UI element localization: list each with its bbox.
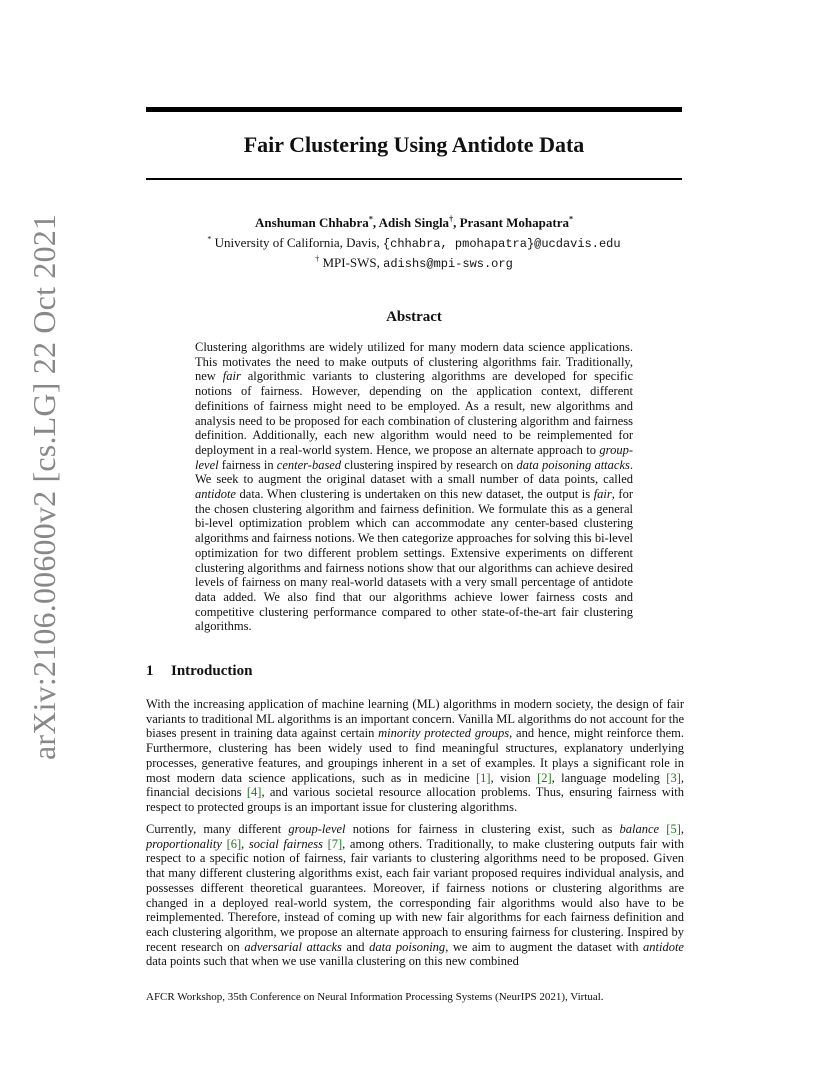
affiliation-institution: University of California, Davis, [214,235,380,250]
citation-link[interactable]: [3] [666,770,681,785]
affiliation-institution: MPI-SWS, [322,255,380,270]
italic-text: group-level [195,442,633,472]
title-bottom-rule [146,178,682,180]
arxiv-identifier: arXiv:2106.00600v2 [cs.LG] 22 Oct 2021 [26,213,62,760]
affiliation-email: adishs@mpi-sws.org [383,257,513,271]
italic-text: balance [619,822,660,836]
citation-link[interactable]: [6] [226,836,242,851]
affiliation-mark: † [315,254,320,264]
italic-text: antidote [195,487,236,502]
author-name: Prasant Mohapatra [459,215,569,230]
author-name: Anshuman Chhabra [255,215,369,230]
italic-text: fair [593,487,612,502]
section-heading [146,661,682,681]
author-mark: † [449,214,454,224]
author-name: Adish Singla [378,215,450,230]
italic-text: adversarial attacks [244,939,342,954]
italic-text: proportionality [146,836,222,851]
body-paragraph: With the increasing application of machine learning (ML) algorithms in modern society, the design of fair variants to traditional ML algorithms is an important concern. Vanilla ML algorithms do not account for the biases present in training data against certain minority protected groups, and hence, might reinforce them. Furthermore, clustering has been widely used to find meaningful structures, explanatory underlying processes, generative features, and groupings inherent in a set of examples. It plays a significant role in most modern data science applications, such as in medicine [1], vision [2], language modeling [3], financial decisions [4], and various societal resource allocation problems. Thus, ensuring fairness with respect to protected groups is an important issue for clustering algorithms. [146,697,684,814]
author-mark: * [568,214,573,224]
page-footer: AFCR Workshop, 35th Conference on Neural Information Processing Systems (NeurIPS 2021), Virtual. [146,991,604,1003]
citation-link[interactable]: [7] [327,836,343,851]
affiliation-line [146,233,682,254]
affiliation-email: {chhabra, pmohapatra}@ucdavis.edu [382,237,621,251]
title-top-rule [146,107,682,112]
author-mark: * [368,214,373,224]
italic-text: minority protected groups [378,726,510,741]
italic-text: data poisoning attacks [516,457,630,472]
citation-link[interactable]: [5] [666,822,681,836]
paper-title: Fair Clustering Using Antidote Data [243,132,585,157]
citation-link[interactable]: [4] [246,785,262,800]
abstract-body: Clustering algorithms are widely utilized for many modern data science applications. This motivates the need to make outputs of clustering algorithms fair. Traditionally, new fair algorithmic variants to clustering algorithms are developed for specific notions of fairness. However, depending on the application context, different definitions of fairness might need to be employed. As a result, new algorithms and analysis need to be proposed for each combination of clustering algorithm and fairness definition. Additionally, each new algorithm would need to be reimplemented for deployment in a real-world system. Hence, we propose an alternate approach to group-level fairness in center-based clustering inspired by research on data poisoning attacks. We seek to augment the original dataset with a small number of data points, called antidote data. When clustering is undertaken on this new dataset, the output is fair, for the chosen clustering algorithm and fairness definition. We formulate this as a general bi-level optimization problem which can accommodate any center-based clustering algorithms and fairness notions. We then categorize approaches for solving this bi-level optimization for two different problem settings. Extensive experiments on different clustering algorithms and fairness notions show that our algorithms can achieve desired levels of fairness on many real-world datasets with a very small percentage of antidote data added. We also find that our algorithms achieve lower fairness costs and competitive clustering performance compared to other state-of-the-art fair clustering algorithms. [195,340,634,634]
section-title: Introduction [171,663,253,679]
italic-text: data poisoning [369,939,446,954]
italic-text: group-level [288,822,346,836]
italic-text: center-based [276,457,342,472]
abstract-heading: Abstract [386,309,442,325]
italic-text: social fairness [248,836,323,851]
italic-text: fair [222,369,241,384]
italic-text: antidote [643,939,684,954]
body-paragraph: Currently, many different group-level notions for fairness in clustering exist, such as balance [5], proportionality [6], social fairness [7], among others. Traditionally, to make clustering outputs fair with respect to a specific notion of fairness, fair variants to clustering algorithms need to be proposed. Given that many different clustering algorithms exist, each fair variant proposed requires individual analysis, and possesses different theoretical guarantees. Moreover, if fairness notions or clustering algorithms are changed in a deployed real-world system, the corresponding fair algorithms would also have to be reimplemented. Therefore, instead of coming up with new fair algorithms for each fairness definition and each clustering algorithm, we propose an alternate approach to ensuring fairness for clustering. Inspired by recent research on adversarial attacks and data poisoning, we aim to augment the dataset with antidote data points such that when we use vanilla clustering on this new combined [146,822,684,969]
affiliation-line [146,253,682,274]
citation-link[interactable]: [2] [537,770,552,785]
affiliation-mark: * [207,234,212,244]
author-list: Anshuman Chhabra*, Adish Singla†, Prasant Mohapatra* [255,214,573,230]
section-number: 1 [146,663,154,679]
citation-link[interactable]: [1] [476,770,491,785]
